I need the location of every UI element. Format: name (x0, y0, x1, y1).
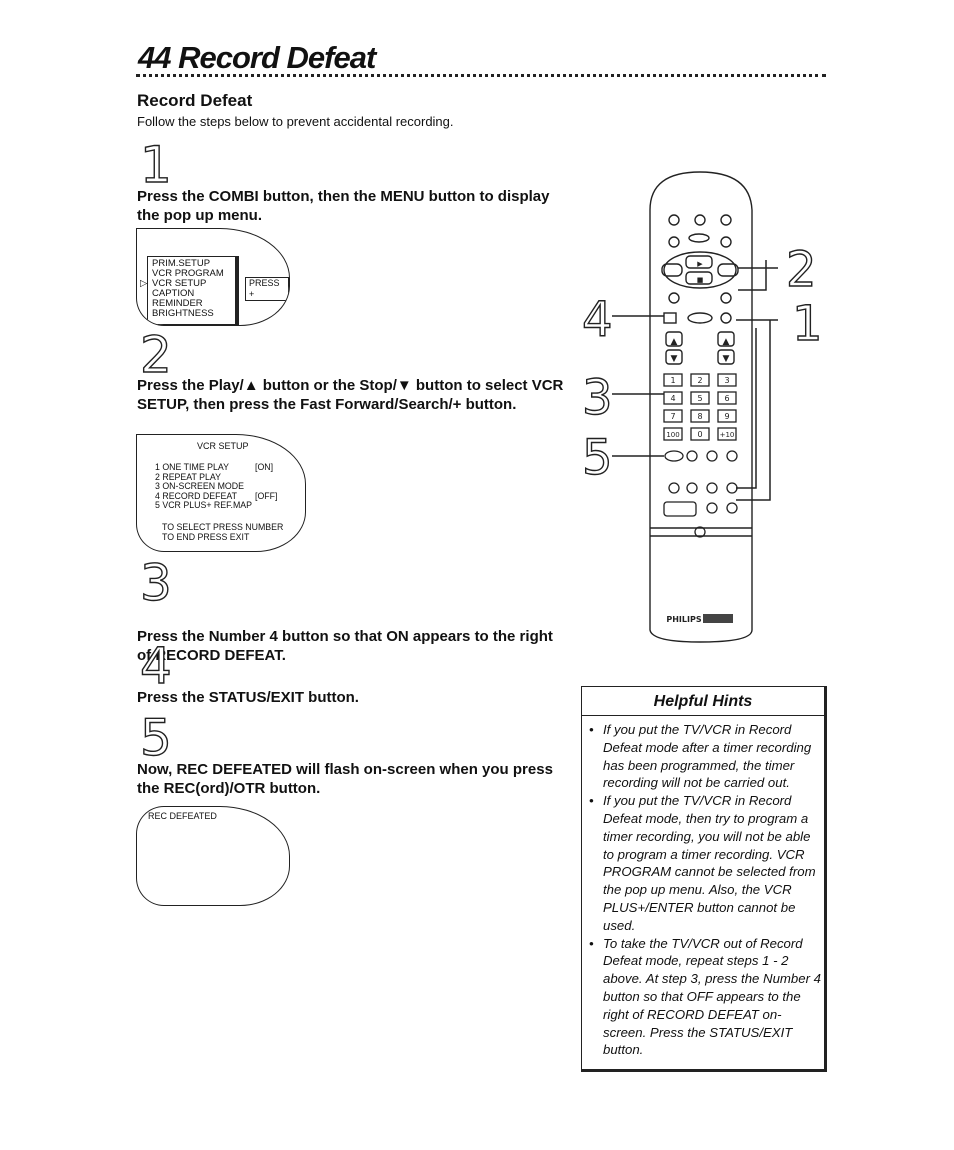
remote-key: 2 (697, 376, 703, 385)
hint-item: • If you put the TV/VCR in Record Defeat mode, then try to program a timer recording, you will not be able to program a timer recording. VCR PROGRAM cannot be selected from the pop up menu. Also, the VCR PLUS+/ENTER button cannot be used. (589, 793, 816, 933)
svg-text:▶: ▶ (697, 260, 703, 268)
remote-key: 6 (724, 394, 730, 403)
remote-key: 7 (670, 412, 676, 421)
svg-text:▲: ▲ (670, 337, 678, 347)
remote-control-illustration (560, 168, 830, 648)
popup-menu-list (140, 258, 224, 319)
step-text-4: Press the STATUS/EXIT button. (137, 689, 359, 706)
section-intro: Follow the steps below to prevent accidental recording. (137, 114, 454, 129)
menu-item: CAPTION (152, 288, 195, 299)
rec-defeated-text: REC DEFEATED (148, 811, 217, 821)
remote-key: 3 (724, 376, 730, 385)
svg-text:■: ■ (696, 276, 704, 284)
cursor-icon: ▷ (140, 278, 148, 289)
callout-5: 5 (582, 430, 613, 486)
brand-label: PHILIPS (666, 615, 702, 624)
section-title: Record Defeat (137, 91, 253, 110)
svg-text:▲: ▲ (722, 337, 730, 347)
step-text-1: Press the COMBI button, then the MENU button to display the pop up menu. (137, 188, 550, 224)
vcr-setup-footer: TO SELECT PRESS NUMBER TO END PRESS EXIT (162, 522, 284, 542)
brand-plate (703, 614, 733, 623)
svg-text:▼: ▼ (722, 354, 730, 364)
setup-row: 5 VCR PLUS+ REF.MAP (155, 500, 253, 511)
bullet-icon: • (589, 793, 594, 809)
svg-text:▼: ▼ (670, 354, 678, 364)
callout-3: 3 (582, 370, 613, 426)
remote-key: 5 (697, 394, 703, 403)
remote-key: 100 (666, 431, 680, 439)
tv-screen-rec-defeated (136, 806, 290, 906)
step-number-1: 1 (140, 136, 172, 194)
menu-item: BRIGHTNESS (152, 308, 214, 319)
remote-key: 1 (670, 376, 676, 385)
remote-key: 9 (724, 412, 730, 421)
setup-row: 4 RECORD DEFEAT [OFF] (155, 490, 278, 501)
menu-item: PRIM.SETUP (152, 258, 211, 269)
menu-item: REMINDER (152, 298, 203, 309)
page-title (138, 40, 375, 76)
hint-item: • If you put the TV/VCR in Record Defeat mode after a timer recording has been programmed, the timer recording will not be carried out. (589, 722, 812, 791)
remote-key: +10 (719, 431, 735, 439)
helpful-hints-box (581, 686, 827, 1072)
remote-key: 0 (697, 430, 703, 439)
step-number-2: 2 (140, 326, 172, 384)
step-number-3: 3 (140, 554, 172, 612)
step-number-4: 4 (140, 637, 172, 695)
setup-row: 1 ONE TIME PLAY [ON] (155, 462, 274, 472)
dotted-divider (136, 74, 826, 77)
bullet-icon: • (589, 722, 594, 737)
step-text-2: Press the Play/▲ button or the Stop/▼ button to select VCR SETUP, then press the Fast Forward/Search/+ button. (137, 377, 564, 413)
helpful-hints-list (589, 721, 821, 1059)
callout-1: 1 (792, 296, 823, 352)
page-number: 44 (138, 40, 171, 75)
step-text-3: Press the Number 4 button so that ON appears to the right of RECORD DEFEAT. (137, 628, 553, 664)
press-plus-badge: PRESS + (245, 277, 289, 301)
setup-row: 3 ON-SCREEN MODE (155, 481, 244, 492)
vcr-setup-list (155, 463, 277, 511)
menu-scrollbar (235, 256, 239, 326)
remote-key: 8 (697, 412, 703, 421)
setup-row: 2 REPEAT PLAY (155, 471, 222, 482)
page-title-text: Record Defeat (178, 40, 376, 75)
menu-item-selected: ▷ VCR SETUP (140, 278, 207, 289)
menu-item: VCR PROGRAM (152, 268, 224, 279)
callout-4: 4 (582, 292, 613, 348)
helpful-hints-title: Helpful Hints (582, 687, 824, 716)
hint-item: • To take the TV/VCR out of Record Defeat mode, repeat steps 1 - 2 above. At step 3, press the Number 4 button so that OFF appears to the right of RECORD DEFEAT on-screen. Press the STATUS/EXIT button. (589, 935, 821, 1058)
bullet-icon: • (589, 935, 594, 951)
tv-screen-vcr-setup (136, 434, 306, 552)
step-text-5: Now, REC DEFEATED will flash on-screen when you press the REC(ord)/OTR button. (137, 761, 553, 797)
callout-2: 2 (786, 242, 817, 298)
step-number-5: 5 (140, 709, 172, 767)
tv-screen-popup-menu (136, 228, 290, 326)
vcr-setup-title: VCR SETUP (197, 441, 249, 451)
remote-key: 4 (670, 394, 676, 403)
